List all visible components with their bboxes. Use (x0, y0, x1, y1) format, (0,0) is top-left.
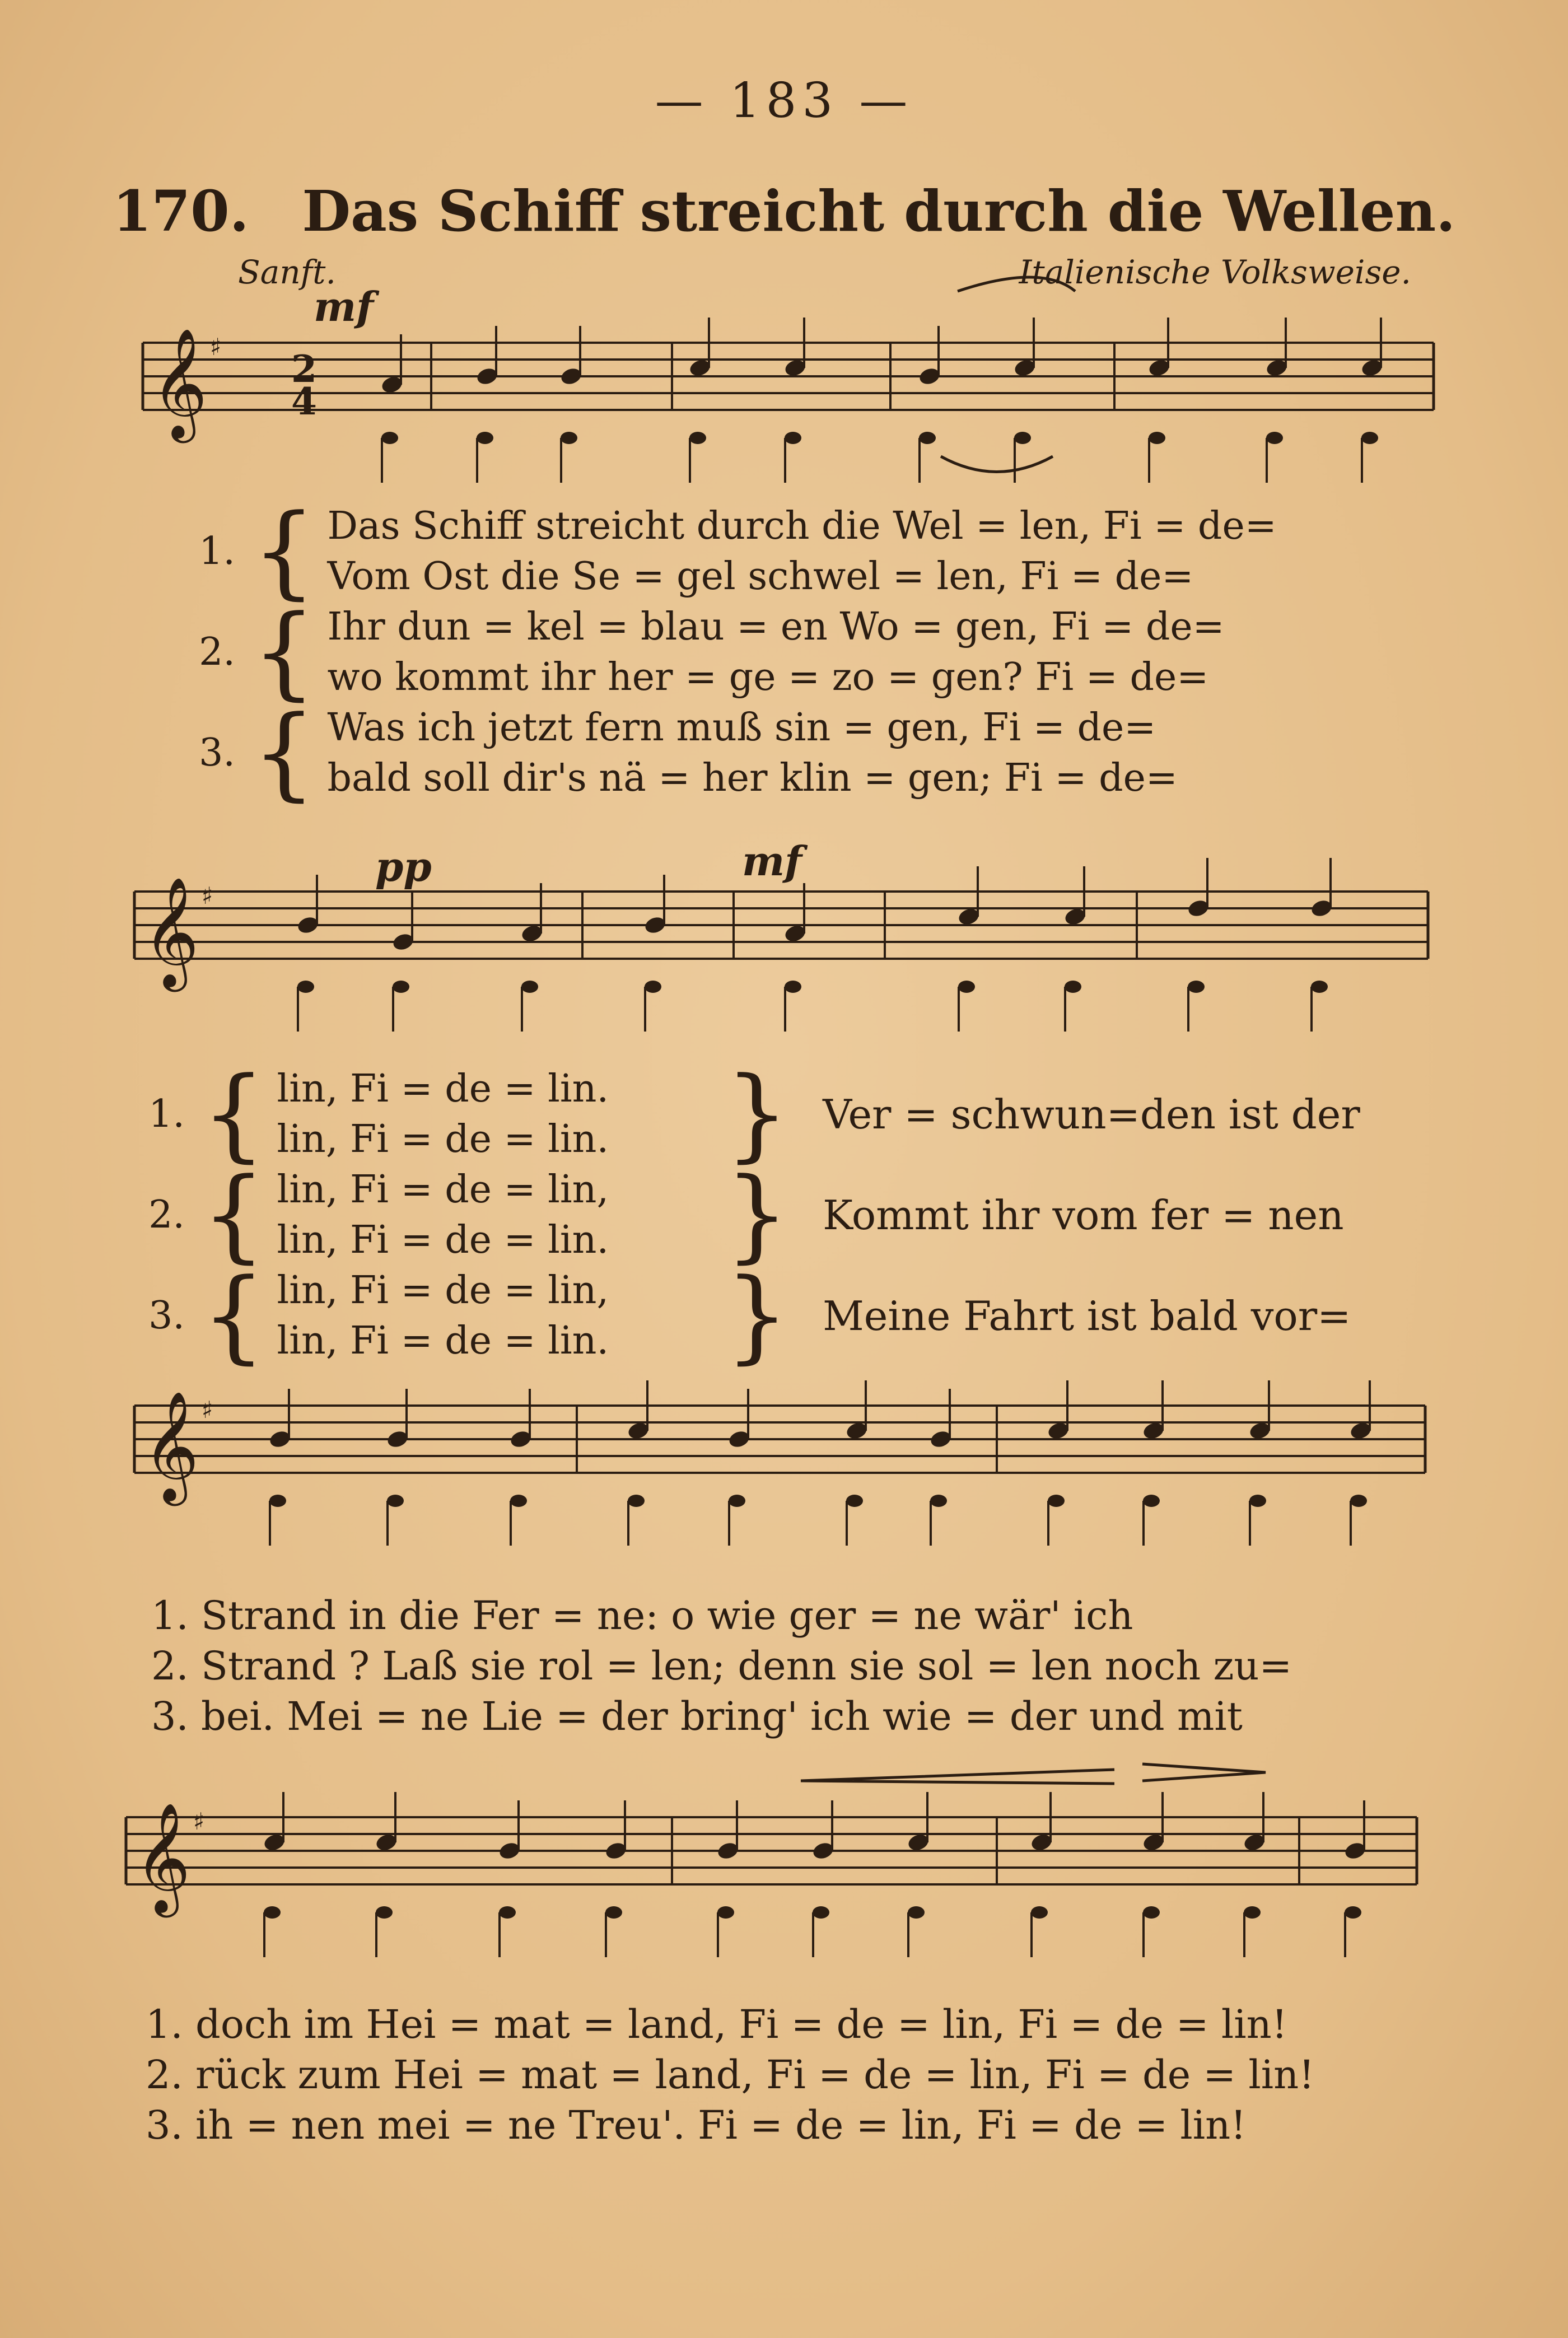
note-head (297, 981, 314, 993)
note-head (1014, 432, 1031, 444)
lyrics-system-1 (185, 493, 1277, 811)
note-head (264, 1906, 281, 1919)
note-head (645, 981, 661, 993)
note-head (813, 1906, 829, 1919)
note-head (1244, 1906, 1261, 1919)
brace-glyph: } (725, 1156, 790, 1273)
brace-glyph: { (202, 1056, 266, 1173)
note-head (689, 432, 706, 444)
verse-group-3 (134, 1257, 1360, 1374)
lyrics-system-3 (151, 1590, 1292, 1742)
lyric-line: Vom Ost die Se = gel schwel = len, Fi = de= (327, 554, 1194, 599)
brace-glyph: } (725, 1056, 790, 1173)
lyric-line: lin, Fi = de = lin, (277, 1268, 609, 1313)
lyrics-system-2 (134, 1056, 1360, 1374)
treble-clef: 𝄞 (134, 1802, 191, 1913)
lyric-line: lin, Fi = de = lin. (277, 1319, 609, 1363)
note-head (1048, 1495, 1065, 1507)
dynamic-marking-1: mf (314, 283, 374, 330)
lyric-line: lin, Fi = de = lin, (277, 1168, 609, 1212)
key-signature-sharp: ♯ (202, 1396, 213, 1424)
refrain-line: Ver = schwun=den ist der (823, 1091, 1360, 1138)
time-signature: 4 (291, 380, 317, 423)
note-head (1149, 432, 1165, 444)
note-head (269, 1495, 286, 1507)
lyric-line: 3. ih = nen mei = ne Treu'. Fi = de = lin, Fi = de = lin! (146, 2102, 1247, 2148)
note-head (1350, 1495, 1367, 1507)
brace-glyph: { (202, 1257, 266, 1374)
verse-number: 2. (148, 1193, 185, 1237)
brace-glyph: { (202, 1156, 266, 1273)
note-head (376, 1906, 393, 1919)
note-head (717, 1906, 734, 1919)
lyric-line: 1. Strand in die Fer = ne: o wie ger = ne wär' ich (151, 1593, 1133, 1639)
verse-group-1 (134, 1056, 1360, 1173)
refrain-line: Kommt ihr vom fer = nen (823, 1192, 1344, 1239)
lyric-line: Das Schiff streicht durch die Wel = len, Fi = de= (327, 504, 1277, 548)
time-signature: 2 (291, 347, 317, 391)
verse-number: 2. (199, 630, 235, 674)
dynamic-marking-2: pp (375, 843, 432, 890)
brace-glyph: } (725, 1257, 790, 1374)
note-head (1188, 981, 1205, 993)
lyric-line: Was ich jetzt fern muß sin = gen, Fi = de= (327, 706, 1156, 750)
brace-glyph: { (252, 594, 316, 711)
note-head (510, 1495, 527, 1507)
note-head (958, 981, 975, 993)
verse-number: 1. (199, 529, 235, 573)
note-head (561, 432, 577, 444)
note-head (381, 432, 398, 444)
treble-clef: 𝄞 (143, 876, 199, 987)
key-signature-sharp: ♯ (193, 1808, 205, 1835)
verse-number: 3. (199, 731, 235, 775)
note-head (1031, 1906, 1048, 1919)
page-number: — 183 — (655, 73, 913, 129)
crescendo-hairpin (1142, 1764, 1266, 1781)
lyric-line: 2. rück zum Hei = mat = land, Fi = de = lin, Fi = de = lin! (146, 2052, 1315, 2098)
lyric-line: lin, Fi = de = lin. (277, 1067, 609, 1111)
lyric-line: Ihr dun = kel = blau = en Wo = gen, Fi = de= (327, 605, 1225, 649)
staff-4 (126, 1792, 1417, 1957)
treble-clef: 𝄞 (151, 328, 208, 438)
brace-glyph: { (252, 694, 316, 811)
lyric-line: lin, Fi = de = lin. (277, 1117, 609, 1161)
note-head (785, 981, 801, 993)
lyrics-system-4 (146, 1999, 1314, 2150)
note-head (628, 1495, 645, 1507)
note-head (919, 432, 936, 444)
origin-note: Italienische Volksweise. (1019, 253, 1411, 291)
lyric-line: 3. bei. Mei = ne Lie = der bring' ich wie = der und mit (151, 1693, 1243, 1739)
note-head (1345, 1906, 1361, 1919)
dynamic-marking-3: mf (742, 837, 802, 885)
staff-1 (143, 318, 1434, 483)
verse-group-2 (185, 594, 1277, 711)
note-head (729, 1495, 745, 1507)
note-head (930, 1495, 947, 1507)
note-head (393, 981, 409, 993)
brace-glyph: { (252, 493, 316, 610)
lyric-line: 1. doch im Hei = mat = land, Fi = de = lin, Fi = de = lin! (146, 2001, 1287, 2047)
tempo-marking: Sanft. (238, 253, 336, 291)
note-head (1361, 432, 1378, 444)
verse-number: 3. (148, 1294, 185, 1338)
verse-group-1 (185, 493, 1277, 610)
note-head (1065, 981, 1081, 993)
lyric-line: 2. Strand ? Laß sie rol = len; denn sie sol = len noch zu= (151, 1643, 1292, 1689)
note-head (785, 432, 801, 444)
note-head (521, 981, 538, 993)
note-head (387, 1495, 404, 1507)
note-head (605, 1906, 622, 1919)
note-head (1249, 1495, 1266, 1507)
treble-clef: 𝄞 (143, 1390, 199, 1501)
refrain-line: Meine Fahrt ist bald vor= (823, 1292, 1351, 1340)
verse-group-2 (134, 1156, 1360, 1273)
staff-3 (134, 1380, 1425, 1546)
verse-group-3 (185, 694, 1277, 811)
key-signature-sharp: ♯ (210, 333, 222, 361)
note-head (1143, 1495, 1160, 1507)
note-head (1266, 432, 1283, 444)
note-head (908, 1906, 925, 1919)
note-head (477, 432, 493, 444)
note-head (1143, 1906, 1160, 1919)
note-head (846, 1495, 863, 1507)
key-signature-sharp: ♯ (202, 882, 213, 909)
note-head (1311, 981, 1328, 993)
slur-mark (958, 277, 1075, 291)
verse-number: 1. (148, 1092, 185, 1136)
song-title: Das Schiff streicht durch die Wellen. (302, 178, 1456, 244)
lyric-line: wo kommt ihr her = ge = zo = gen? Fi = de= (327, 655, 1209, 699)
tie-mark (941, 456, 1053, 472)
note-head (499, 1906, 516, 1919)
lyric-line: lin, Fi = de = lin. (277, 1218, 609, 1262)
lyric-line: bald soll dir's nä = her klin = gen; Fi = de= (327, 756, 1178, 800)
decrescendo-hairpin (801, 1770, 1114, 1784)
song-number: 170. (112, 178, 249, 244)
